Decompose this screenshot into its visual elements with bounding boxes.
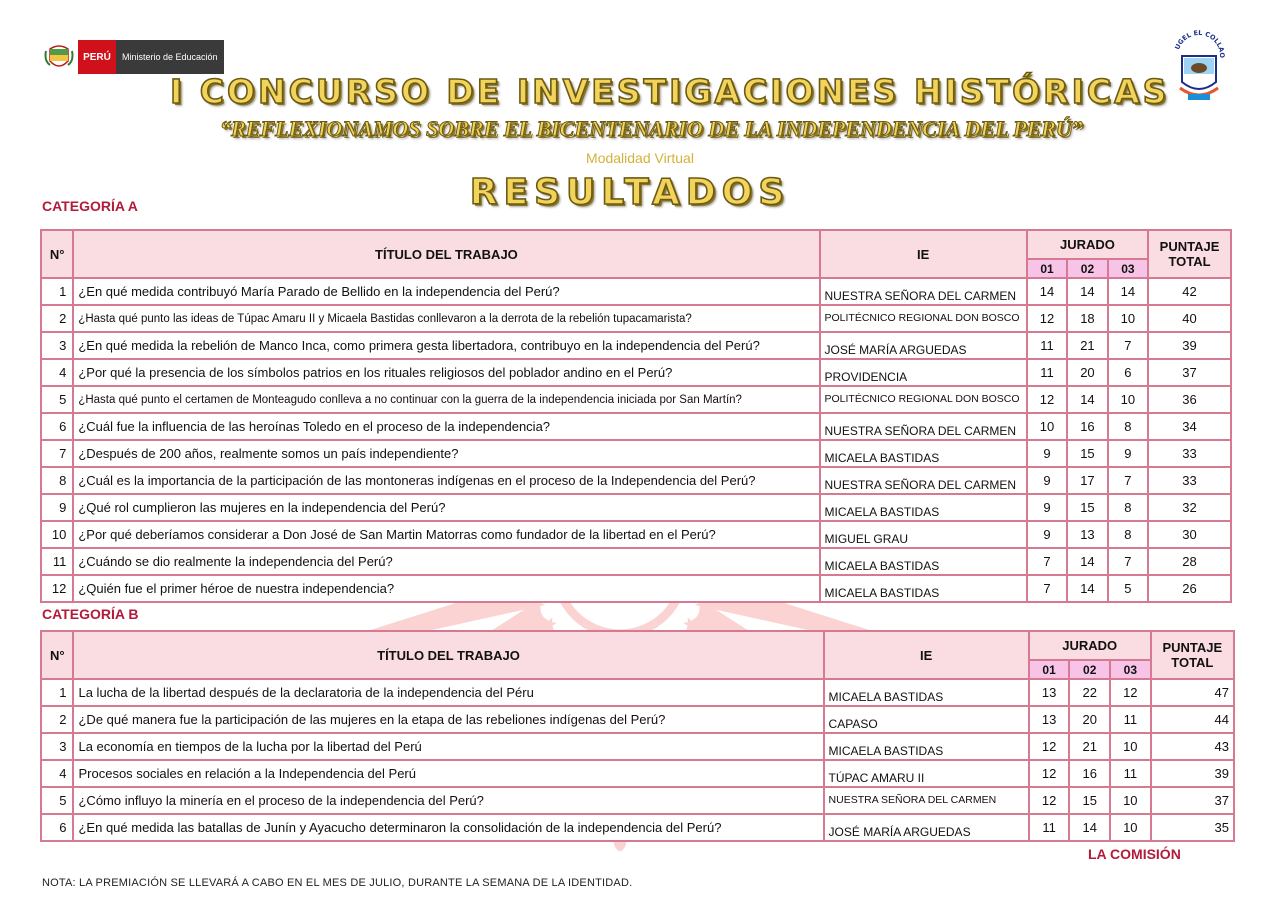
row-jury-01-score: 11: [1030, 815, 1069, 840]
row-jury-01-score: 12: [1028, 306, 1066, 331]
table-row: [42, 522, 1230, 547]
svg-text:UGEL EL COLLAO: UGEL EL COLLAO: [1173, 28, 1227, 59]
row-jury-02-score: 14: [1068, 549, 1106, 574]
row-total-score: 33: [1149, 468, 1230, 493]
row-jury-03-score: 10: [1109, 306, 1147, 331]
row-ie: CAPASO: [825, 707, 1028, 732]
row-title: ¿Cuál fue la influencia de las heroínas Toledo en el proceso de la independencia?: [74, 414, 818, 439]
row-number: 9: [42, 495, 72, 520]
category-a-results-table: [40, 229, 1232, 603]
row-jury-02-score: 20: [1068, 360, 1106, 385]
table-row: [42, 387, 1230, 412]
row-total-score: 33: [1149, 441, 1230, 466]
row-number: 11: [42, 549, 72, 574]
row-jury-03-score: 7: [1109, 549, 1147, 574]
row-title: ¿Por qué la presencia de los símbolos patrios en los rituales religiosos del poblador andino en el Perú?: [74, 360, 818, 385]
row-jury-01-score: 9: [1028, 495, 1066, 520]
row-ie: MICAELA BASTIDAS: [821, 549, 1026, 574]
row-jury-02-score: 16: [1068, 414, 1106, 439]
row-ie: NUESTRA SEÑORA DEL CARMEN: [821, 414, 1026, 439]
row-jury-01-score: 14: [1028, 279, 1066, 304]
row-total-score: 42: [1149, 279, 1230, 304]
table-row: [42, 279, 1230, 304]
row-title: ¿Cómo influyo la minería en el proceso de la independencia del Perú?: [74, 788, 822, 813]
row-jury-02-score: 21: [1068, 333, 1106, 358]
column-header-jury-03: 03: [1109, 260, 1147, 277]
row-jury-02-score: 22: [1070, 680, 1109, 705]
column-header-title: TÍTULO DEL TRABAJO: [74, 231, 818, 277]
row-ie: MICAELA BASTIDAS: [821, 495, 1026, 520]
row-jury-03-score: 12: [1111, 680, 1150, 705]
row-number: 10: [42, 522, 72, 547]
row-total-score: 32: [1149, 495, 1230, 520]
row-number: 7: [42, 441, 72, 466]
table-row: [42, 788, 1233, 813]
row-jury-03-score: 5: [1109, 576, 1147, 601]
row-jury-03-score: 7: [1109, 333, 1147, 358]
row-title: La lucha de la libertad después de la declaratoria de la independencia del Péru: [74, 680, 822, 705]
row-total-score: 47: [1152, 680, 1233, 705]
row-total-score: 37: [1149, 360, 1230, 385]
table-row: [42, 333, 1230, 358]
row-jury-02-score: 14: [1068, 279, 1106, 304]
row-jury-01-score: 10: [1028, 414, 1066, 439]
row-number: 1: [42, 279, 72, 304]
row-title: ¿Hasta qué punto las ideas de Túpac Amaru II y Micaela Bastidas conllevaron a la derrota de la rebelión tupacamarista?: [74, 306, 818, 331]
row-jury-02-score: 17: [1068, 468, 1106, 493]
contest-title: I CONCURSO DE INVESTIGACIONES HISTÓRICAS: [170, 72, 1170, 111]
table-row: [42, 468, 1230, 493]
row-number: 1: [42, 680, 72, 705]
table-row: [42, 815, 1233, 840]
row-jury-02-score: 14: [1070, 815, 1109, 840]
results-heading: RESULTADOS: [469, 172, 791, 213]
row-jury-03-score: 11: [1111, 761, 1150, 786]
row-jury-02-score: 15: [1068, 441, 1106, 466]
row-title: ¿Después de 200 años, realmente somos un país independiente?: [74, 441, 818, 466]
row-jury-01-score: 11: [1028, 333, 1066, 358]
row-number: 8: [42, 468, 72, 493]
category-b-label: CATEGORÍA B: [42, 606, 139, 622]
row-jury-03-score: 10: [1111, 734, 1150, 759]
row-total-score: 40: [1149, 306, 1230, 331]
column-header-jury-02: 02: [1070, 661, 1109, 678]
row-title: ¿Cuál es la importancia de la participación de las montoneras indígenas en el proceso de la Independencia del Perú?: [74, 468, 818, 493]
row-jury-01-score: 7: [1028, 549, 1066, 574]
row-ie: NUESTRA SEÑORA DEL CARMEN: [821, 279, 1026, 304]
row-number: 5: [42, 387, 72, 412]
row-total-score: 28: [1149, 549, 1230, 574]
row-total-score: 43: [1152, 734, 1233, 759]
row-jury-03-score: 9: [1109, 441, 1147, 466]
table-row: [42, 360, 1230, 385]
row-jury-02-score: 15: [1068, 495, 1106, 520]
row-jury-02-score: 20: [1070, 707, 1109, 732]
row-jury-03-score: 8: [1109, 495, 1147, 520]
row-ie: MIGUEL GRAU: [821, 522, 1026, 547]
column-header-jury-01: 01: [1028, 260, 1066, 277]
ministerio-label: Ministerio de Educación: [116, 40, 224, 74]
row-number: 4: [42, 360, 72, 385]
row-jury-01-score: 12: [1030, 734, 1069, 759]
row-number: 3: [42, 734, 72, 759]
row-jury-02-score: 18: [1068, 306, 1106, 331]
row-jury-03-score: 14: [1109, 279, 1147, 304]
column-header-ie: IE: [821, 231, 1026, 277]
ministerio-educacion-logo: [44, 40, 224, 74]
modality-label: Modalidad Virtual: [586, 150, 694, 166]
row-number: 5: [42, 788, 72, 813]
row-number: 6: [42, 815, 72, 840]
peru-coat-of-arms-icon: [44, 41, 74, 73]
row-jury-02-score: 15: [1070, 788, 1109, 813]
row-total-score: 35: [1152, 815, 1233, 840]
table-row: [42, 306, 1230, 331]
row-total-score: 34: [1149, 414, 1230, 439]
row-ie: MICAELA BASTIDAS: [821, 441, 1026, 466]
ugel-el-collao-logo-icon: [1170, 26, 1228, 106]
row-title: ¿En qué medida las batallas de Junín y Ayacucho determinaron la consolidación de la independencia del Perú?: [74, 815, 822, 840]
table-row: [42, 441, 1230, 466]
row-jury-03-score: 11: [1111, 707, 1150, 732]
table-row: [42, 707, 1233, 732]
row-title: ¿Por qué deberíamos considerar a Don José de San Martin Matorras como fundador de la libertad en el Perú?: [74, 522, 818, 547]
column-header-total: PUNTAJE TOTAL: [1149, 231, 1230, 277]
row-jury-01-score: 13: [1030, 707, 1069, 732]
row-title: ¿En qué medida la rebelión de Manco Inca, como primera gesta libertadora, contribuyo en la independencia del Perú?: [74, 333, 818, 358]
commission-signature: LA COMISIÓN: [1088, 846, 1181, 862]
column-header-total: PUNTAJE TOTAL: [1152, 632, 1233, 678]
row-jury-01-score: 7: [1028, 576, 1066, 601]
column-header-jury: JURADO: [1028, 231, 1147, 258]
table-row: [42, 576, 1230, 601]
column-header-number: N°: [42, 632, 72, 678]
table-row: [42, 761, 1233, 786]
category-a-label: CATEGORÍA A: [42, 198, 138, 214]
row-number: 4: [42, 761, 72, 786]
row-total-score: 44: [1152, 707, 1233, 732]
row-number: 6: [42, 414, 72, 439]
row-number: 12: [42, 576, 72, 601]
row-number: 2: [42, 306, 72, 331]
column-header-jury-03: 03: [1111, 661, 1150, 678]
row-jury-01-score: 12: [1030, 761, 1069, 786]
row-title: La economía en tiempos de la lucha por la libertad del Perú: [74, 734, 822, 759]
row-ie: JOSÉ MARÍA ARGUEDAS: [825, 815, 1028, 840]
column-header-jury-01: 01: [1030, 661, 1069, 678]
row-jury-02-score: 21: [1070, 734, 1109, 759]
row-total-score: 30: [1149, 522, 1230, 547]
column-header-jury-02: 02: [1068, 260, 1106, 277]
row-jury-01-score: 11: [1028, 360, 1066, 385]
table-row: [42, 734, 1233, 759]
column-header-ie: IE: [825, 632, 1028, 678]
row-ie: TÚPAC AMARU II: [825, 761, 1028, 786]
column-header-title: TÍTULO DEL TRABAJO: [74, 632, 822, 678]
row-title: ¿Quién fue el primer héroe de nuestra independencia?: [74, 576, 818, 601]
row-total-score: 36: [1149, 387, 1230, 412]
footer-note: NOTA: LA PREMIACIÓN SE LLEVARÁ A CABO EN EL MES DE JULIO, DURANTE LA SEMANA DE LA IDENTIDAD.: [42, 877, 633, 889]
row-ie: PROVIDENCIA: [821, 360, 1026, 385]
row-title: ¿De qué manera fue la participación de las mujeres en la etapa de las rebeliones indígenas del Perú?: [74, 707, 822, 732]
row-jury-02-score: 14: [1068, 387, 1106, 412]
row-jury-01-score: 9: [1028, 522, 1066, 547]
category-b-results-table: [40, 630, 1235, 842]
row-ie: POLITÉCNICO REGIONAL DON BOSCO: [821, 387, 1026, 412]
row-jury-02-score: 16: [1070, 761, 1109, 786]
row-jury-03-score: 8: [1109, 414, 1147, 439]
row-ie: MICAELA BASTIDAS: [821, 576, 1026, 601]
row-jury-03-score: 10: [1111, 815, 1150, 840]
row-ie: POLITÉCNICO REGIONAL DON BOSCO: [821, 306, 1026, 331]
table-row: [42, 549, 1230, 574]
row-total-score: 39: [1149, 333, 1230, 358]
peru-brand: PERÚ: [78, 40, 116, 74]
row-ie: MICAELA BASTIDAS: [825, 734, 1028, 759]
contest-subtitle: “REFLEXIONAMOS SOBRE EL BICENTENARIO DE LA INDEPENDENCIA DEL PERÚ”: [220, 116, 1083, 141]
row-jury-01-score: 12: [1028, 387, 1066, 412]
row-title: ¿Qué rol cumplieron las mujeres en la independencia del Perú?: [74, 495, 818, 520]
row-total-score: 26: [1149, 576, 1230, 601]
row-ie: JOSÉ MARÍA ARGUEDAS: [821, 333, 1026, 358]
table-row: [42, 414, 1230, 439]
row-number: 2: [42, 707, 72, 732]
row-ie: NUESTRA SEÑORA DEL CARMEN: [825, 788, 1028, 813]
row-title: Procesos sociales en relación a la Independencia del Perú: [74, 761, 822, 786]
row-total-score: 37: [1152, 788, 1233, 813]
row-jury-03-score: 6: [1109, 360, 1147, 385]
row-jury-02-score: 14: [1068, 576, 1106, 601]
row-jury-01-score: 9: [1028, 441, 1066, 466]
row-jury-03-score: 10: [1111, 788, 1150, 813]
row-jury-01-score: 13: [1030, 680, 1069, 705]
row-jury-03-score: 7: [1109, 468, 1147, 493]
column-header-jury: JURADO: [1030, 632, 1150, 659]
row-jury-01-score: 12: [1030, 788, 1069, 813]
row-title: ¿Cuándo se dio realmente la independencia del Perú?: [74, 549, 818, 574]
row-jury-03-score: 10: [1109, 387, 1147, 412]
row-jury-02-score: 13: [1068, 522, 1106, 547]
row-jury-01-score: 9: [1028, 468, 1066, 493]
table-row: [42, 680, 1233, 705]
row-number: 3: [42, 333, 72, 358]
row-ie: NUESTRA SEÑORA DEL CARMEN: [821, 468, 1026, 493]
row-ie: MICAELA BASTIDAS: [825, 680, 1028, 705]
row-total-score: 39: [1152, 761, 1233, 786]
row-jury-03-score: 8: [1109, 522, 1147, 547]
row-title: ¿En qué medida contribuyó María Parado de Bellido en la independencia del Perú?: [74, 279, 818, 304]
row-title: ¿Hasta qué punto el certamen de Monteagudo conlleva a no continuar con la guerra de la independencia iniciada por San Martín?: [74, 387, 818, 412]
column-header-number: N°: [42, 231, 72, 277]
table-row: [42, 495, 1230, 520]
